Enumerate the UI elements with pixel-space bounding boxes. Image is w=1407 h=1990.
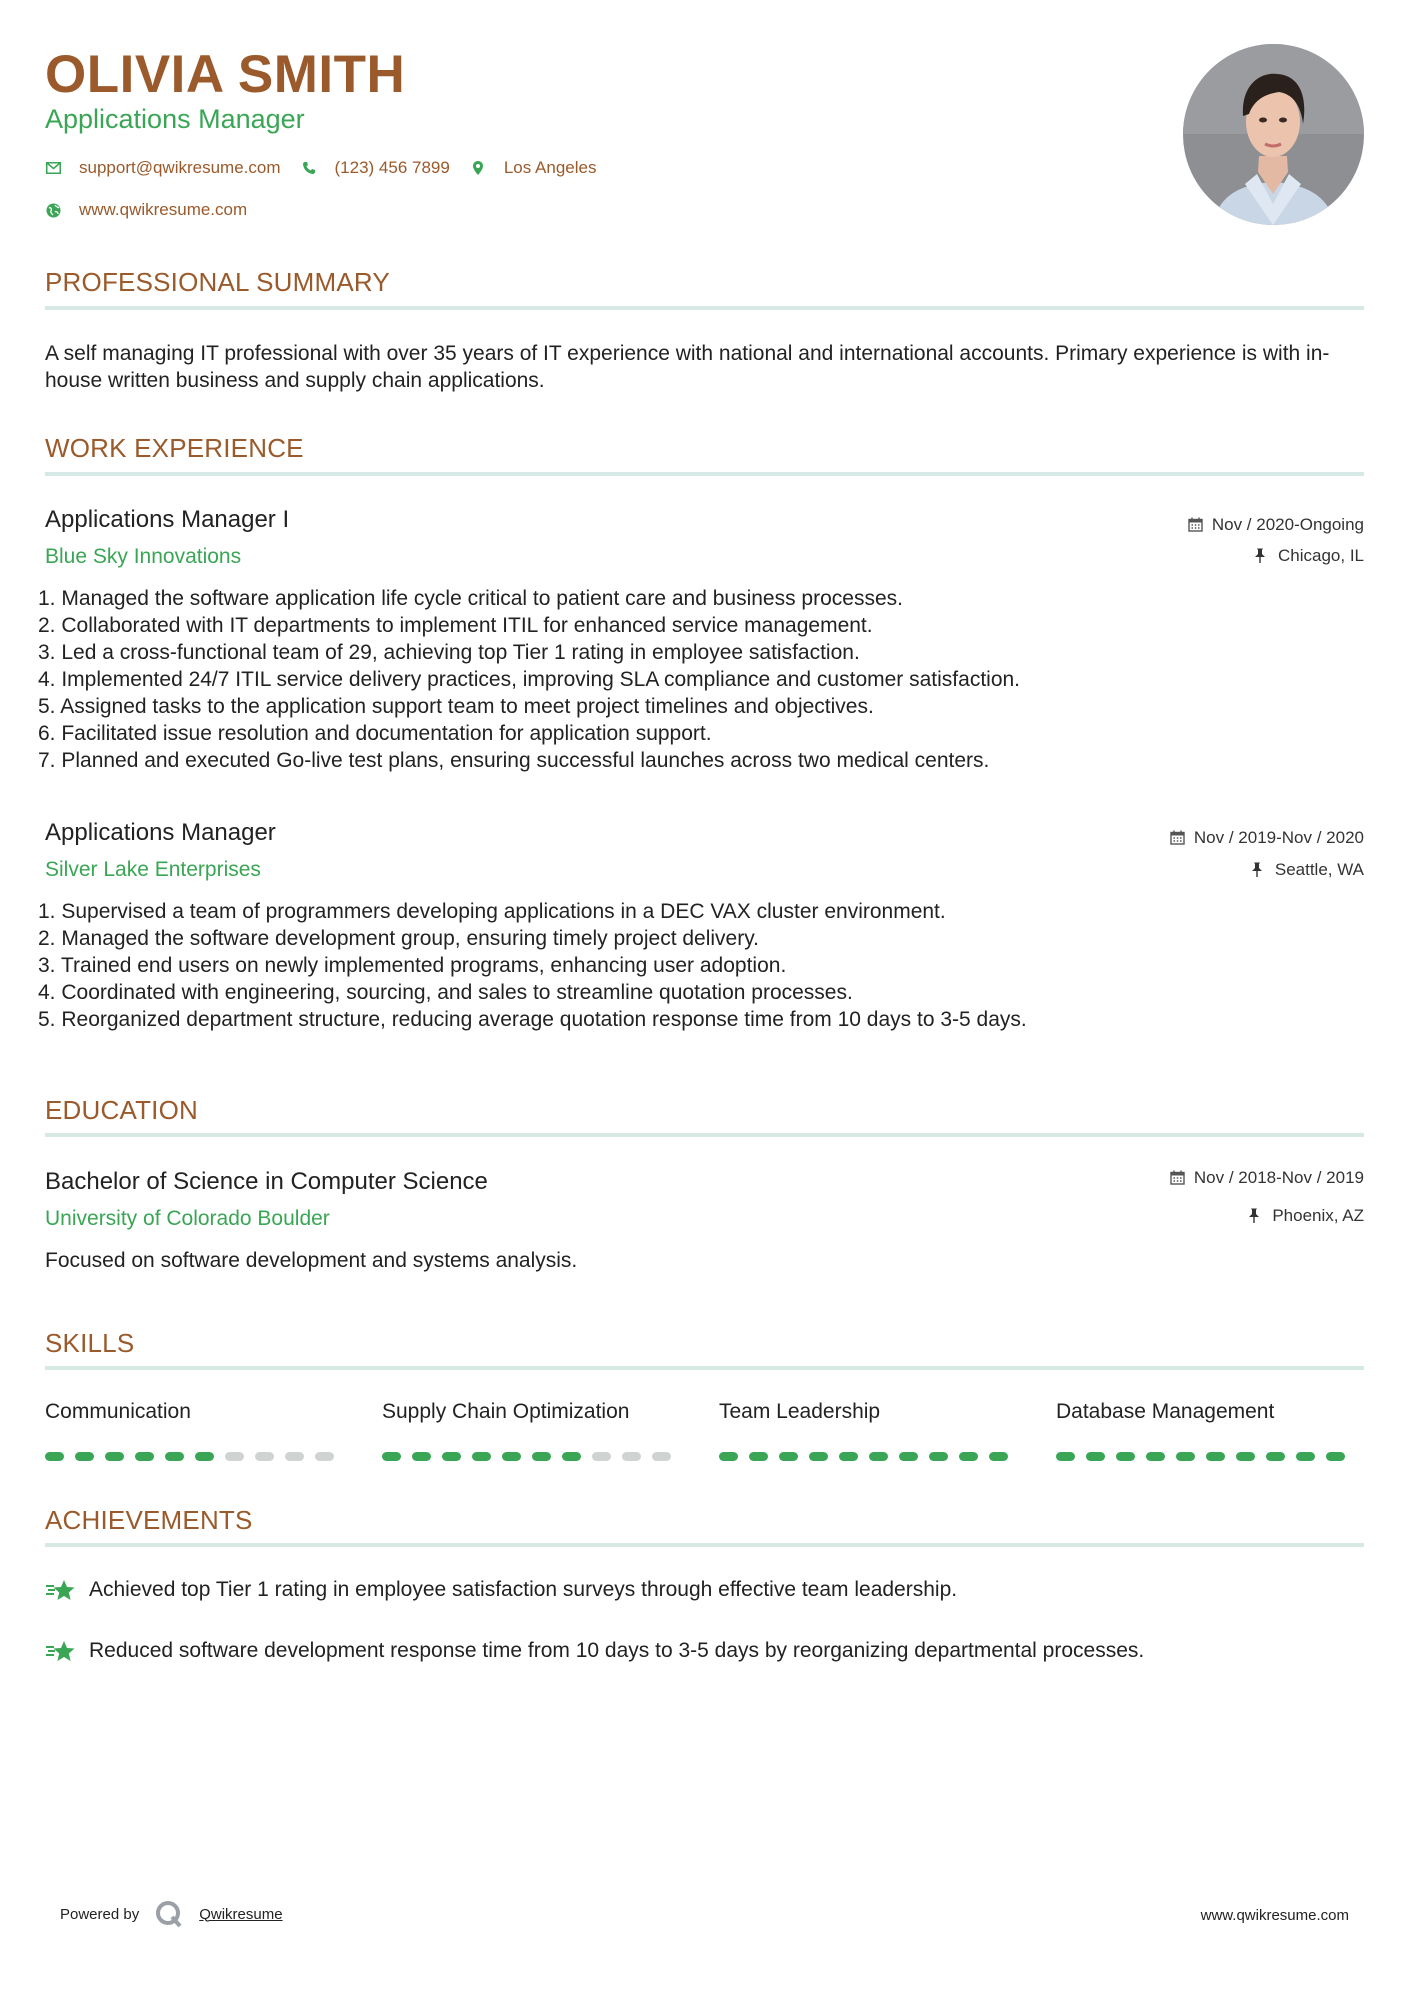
- rating-dot-filled: [1056, 1452, 1075, 1461]
- rating-dot-filled: [1116, 1452, 1135, 1461]
- pushpin-icon: [1254, 548, 1270, 564]
- profile-photo: [1183, 44, 1364, 225]
- education-dates: [1170, 1168, 1364, 1188]
- calendar-icon: [1170, 1170, 1186, 1186]
- list-item: 5. Reorganized department structure, reducing average quotation response time from 10 days to 3-5 days.: [38, 1008, 1027, 1031]
- rating-dot-filled: [989, 1452, 1008, 1461]
- rating-dot-filled: [1176, 1452, 1195, 1461]
- summary-divider: [45, 306, 1364, 310]
- rating-dot-filled: [472, 1452, 491, 1461]
- skill-communication: [45, 1400, 345, 1461]
- rating-dot-empty: [652, 1452, 671, 1461]
- qwikresume-link[interactable]: Qwikresume: [199, 1905, 283, 1923]
- education-location: [1248, 1206, 1364, 1226]
- list-item: 1. Supervised a team of programmers developing applications in a DEC VAX cluster environment.: [38, 900, 946, 923]
- rating-dot-empty: [285, 1452, 304, 1461]
- education-location-text: Phoenix, AZ: [1272, 1206, 1364, 1225]
- location-text: Los Angeles: [503, 158, 597, 177]
- rating-dot-filled: [1326, 1452, 1345, 1461]
- rating-dot-filled: [1206, 1452, 1225, 1461]
- education-description: Focused on software development and systems analysis.: [45, 1249, 578, 1272]
- skill-team-leadership: [719, 1400, 1019, 1461]
- rating-dot-filled: [75, 1452, 94, 1461]
- contact-row: [45, 158, 616, 178]
- rating-dot-empty: [255, 1452, 274, 1461]
- job-location: [1254, 546, 1364, 566]
- calendar-icon: [1170, 830, 1186, 846]
- rating-dot-empty: [592, 1452, 611, 1461]
- star-icon: [45, 1638, 77, 1664]
- list-item: 4. Coordinated with engineering, sourcing, and sales to streamline quotation processes.: [38, 981, 853, 1004]
- job-location: [1251, 860, 1364, 880]
- education-heading: EDUCATION: [45, 1095, 198, 1125]
- contact-email[interactable]: [45, 158, 281, 178]
- rating-dot-filled: [195, 1452, 214, 1461]
- skill-name: Supply Chain Optimization: [382, 1400, 630, 1423]
- contact-location: [470, 158, 597, 178]
- rating-dot-filled: [779, 1452, 798, 1461]
- skill-name: Communication: [45, 1400, 191, 1423]
- degree-title: Bachelor of Science in Computer Science: [45, 1168, 488, 1195]
- candidate-name: OLIVIA SMITH: [45, 45, 406, 104]
- achievement-item: [45, 1577, 957, 1603]
- rating-dot-empty: [315, 1452, 334, 1461]
- experience-divider: [45, 472, 1364, 476]
- skill-name: Team Leadership: [719, 1400, 881, 1423]
- rating-dot-filled: [502, 1452, 521, 1461]
- rating-dot-filled: [959, 1452, 978, 1461]
- pushpin-icon: [1248, 1208, 1264, 1224]
- rating-dot-filled: [809, 1452, 828, 1461]
- rating-dot-filled: [1296, 1452, 1315, 1461]
- rating-dot-filled: [899, 1452, 918, 1461]
- job-bullets: [38, 585, 1358, 774]
- rating-dot-filled: [442, 1452, 461, 1461]
- skill-name: Database Management: [1056, 1400, 1275, 1423]
- summary-text: A self managing IT professional with over 35 years of IT experience with national and international accounts. Primary experience is with in-house written business and supply chain applications.: [45, 342, 1330, 392]
- list-item: 4. Implemented 24/7 ITIL service delivery practices, improving SLA compliance and customer satisfaction.: [38, 668, 1021, 691]
- globe-icon: [45, 202, 61, 218]
- email-text: support@qwikresume.com: [79, 158, 281, 177]
- rating-dot-filled: [1266, 1452, 1285, 1461]
- achievement-text: Reduced software development response time from 10 days to 3-5 days by reorganizing departmental processes.: [89, 1639, 1145, 1662]
- rating-dot-filled: [412, 1452, 431, 1461]
- rating-dot-filled: [45, 1452, 64, 1461]
- rating-dot-filled: [1236, 1452, 1255, 1461]
- candidate-title: Applications Manager: [45, 104, 305, 134]
- skills-heading: SKILLS: [45, 1328, 135, 1358]
- website-text: www.qwikresume.com: [79, 200, 248, 219]
- envelope-icon: [45, 160, 61, 176]
- rating-dot-filled: [532, 1452, 551, 1461]
- job-title: Applications Manager I: [45, 506, 290, 533]
- rating-dot-filled: [869, 1452, 888, 1461]
- powered-by-label: Powered by: [60, 1905, 140, 1923]
- contact-phone[interactable]: [301, 158, 450, 178]
- list-item: 1. Managed the software application life cycle critical to patient care and business processes.: [38, 587, 903, 610]
- job-dates-text: Nov / 2019-Nov / 2020: [1193, 828, 1364, 847]
- summary-heading: PROFESSIONAL SUMMARY: [45, 267, 390, 297]
- school-name: University of Colorado Boulder: [45, 1207, 330, 1230]
- job-dates-text: Nov / 2020-Ongoing: [1211, 515, 1364, 534]
- education-divider: [45, 1133, 1364, 1137]
- job-dates: [1188, 515, 1364, 535]
- list-item: 5. Assigned tasks to the application support team to meet project timelines and objectives.: [38, 695, 874, 718]
- list-item: 3. Led a cross-functional team of 29, achieving top Tier 1 rating in employee satisfaction.: [38, 641, 860, 664]
- rating-dot-empty: [225, 1452, 244, 1461]
- list-item: 6. Facilitated issue resolution and documentation for application support.: [38, 722, 712, 745]
- rating-dot-filled: [105, 1452, 124, 1461]
- list-item: 3. Trained end users on newly implemented programs, enhancing user adoption.: [38, 954, 787, 977]
- achievements-heading: ACHIEVEMENTS: [45, 1505, 253, 1535]
- job-company: Silver Lake Enterprises: [45, 858, 261, 881]
- achievement-item: [45, 1638, 1144, 1664]
- phone-icon: [301, 160, 317, 176]
- skill-rating: [382, 1452, 682, 1461]
- map-pin-icon: [470, 160, 486, 176]
- rating-dot-filled: [839, 1452, 858, 1461]
- rating-dot-filled: [382, 1452, 401, 1461]
- job-location-text: Chicago, IL: [1278, 546, 1364, 565]
- list-item: 2. Collaborated with IT departments to implement ITIL for enhanced service management.: [38, 614, 873, 637]
- calendar-icon: [1188, 517, 1204, 533]
- achievements-divider: [45, 1543, 1364, 1547]
- skill-rating: [1056, 1452, 1356, 1461]
- list-item: 2. Managed the software development group, ensuring timely project delivery.: [38, 927, 760, 950]
- skill-supply-chain: [382, 1400, 682, 1461]
- qwikresume-logo-icon: [155, 1900, 183, 1928]
- phone-text: (123) 456 7899: [334, 158, 450, 177]
- job-bullets: [38, 898, 1358, 1033]
- skills-divider: [45, 1366, 1364, 1370]
- footer-website[interactable]: www.qwikresume.com: [1200, 1907, 1349, 1924]
- rating-dot-empty: [622, 1452, 641, 1461]
- rating-dot-filled: [1086, 1452, 1105, 1461]
- star-icon: [45, 1577, 77, 1603]
- job-location-text: Seattle, WA: [1274, 860, 1364, 879]
- job-dates: [1170, 828, 1364, 848]
- experience-heading: WORK EXPERIENCE: [45, 433, 304, 463]
- footer-powered-by: [60, 1900, 283, 1928]
- pushpin-icon: [1251, 862, 1267, 878]
- rating-dot-filled: [749, 1452, 768, 1461]
- contact-row-2: [45, 200, 267, 220]
- education-dates-text: Nov / 2018-Nov / 2019: [1193, 1168, 1364, 1187]
- rating-dot-filled: [562, 1452, 581, 1461]
- rating-dot-filled: [1146, 1452, 1165, 1461]
- skill-database: [1056, 1400, 1356, 1461]
- skill-rating: [719, 1452, 1019, 1461]
- rating-dot-filled: [929, 1452, 948, 1461]
- contact-website[interactable]: [45, 200, 247, 220]
- skill-rating: [45, 1452, 345, 1461]
- list-item: 7. Planned and executed Go-live test plans, ensuring successful launches across two medical centers.: [38, 749, 990, 772]
- job-company: Blue Sky Innovations: [45, 545, 242, 568]
- rating-dot-filled: [719, 1452, 738, 1461]
- rating-dot-filled: [165, 1452, 184, 1461]
- rating-dot-filled: [135, 1452, 154, 1461]
- achievement-text: Achieved top Tier 1 rating in employee satisfaction surveys through effective team leadership.: [89, 1578, 958, 1601]
- job-title: Applications Manager: [45, 819, 276, 846]
